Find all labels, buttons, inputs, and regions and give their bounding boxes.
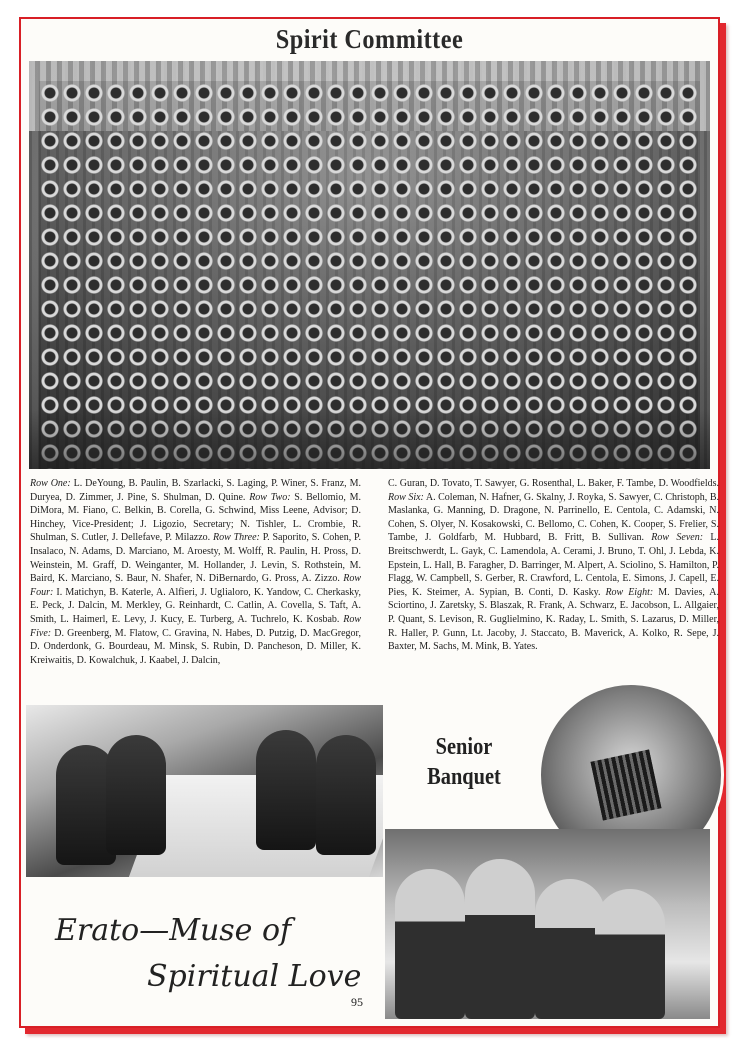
caption-names: M. Davies, A. Sciortino, J. Zaretsky, S. Blaszak, R. Frank, A. Schwarz, E. Jacobson, L. Allgaier, P. Quant, S. Levison, R. Guglielmino, K. Raday, L. Smith, S. Lazarus, D. Miller, R. Haller, P. Gunn, Lt. Jacoby, J. Staccato, B. Maverick, A. Kolko, R. Sepe, J. Baxter, M. Sachs, M. Mink, B. Yates. bbox=[388, 586, 719, 653]
caption-row-label: Row Two: bbox=[249, 491, 291, 503]
photo-person bbox=[595, 889, 665, 1019]
erato-line1: Erato—Muse of bbox=[55, 913, 292, 948]
senior-banquet-heading bbox=[409, 732, 520, 792]
caption-row-label: Row One: bbox=[30, 478, 71, 489]
caption-names: I. Matichyn, B. Katerle, A. Alfieri, J. Uglialoro, K. Yandow, C. Cherkasky, E. Peck, J. Dalcin, M. Merkley, G. Reinhardt, C. Catlin, A. Covella, S. Taft, A. Smith, L. Haimerl, E. Levy, J. Kucy, E. Turberg, A. Tuchrelo, K. Kosbab. bbox=[30, 586, 361, 625]
caption-row-label: Row Five: bbox=[30, 613, 361, 639]
caption-row-label: Row Eight: bbox=[605, 586, 654, 598]
caption-right-column bbox=[388, 477, 719, 654]
photo-person bbox=[465, 859, 535, 1019]
caption-row-label: Row Three: bbox=[212, 532, 260, 544]
page-title: Spirit Committee bbox=[275, 24, 464, 54]
banquet-guests-photo bbox=[385, 829, 710, 1019]
page-frame bbox=[19, 17, 720, 1028]
page-number: 95 bbox=[351, 995, 363, 1009]
senior-banquet-line2: Banquet bbox=[427, 764, 501, 790]
group-photo bbox=[29, 61, 710, 469]
caption-row-label: Row Six: bbox=[388, 491, 424, 503]
erato-line2: Spiritual Love bbox=[147, 959, 362, 994]
caption-names: D. Greenberg, M. Flatow, C. Gravina, N. Habes, D. Putzig, D. MacGregor, D. Onderdonk, G. Bourdeau, M. Minsk, S. Rubin, D. Pancheson, D. Miller, K. Kreiwaitis, D. Kowalchuk, J. Kaabel, J. Dalcin, bbox=[30, 627, 361, 666]
caption-left-column bbox=[30, 477, 361, 667]
caption-names: L. DeYoung, B. Paulin, B. Szarlacki, S. Laging, P. Winer, S. Franz, M. Duryea, D. Zimmer, J. Pine, S. Shulman, D. Quine. bbox=[30, 478, 361, 503]
caption-names: C. Guran, D. Tovato, T. Sawyer, G. Rosenthal, L. Baker, F. Tambe, D. Woodfields. bbox=[388, 478, 719, 489]
photo-person bbox=[256, 730, 316, 850]
caption-names: A. Coleman, N. Hafner, G. Skalny, J. Royka, S. Sawyer, C. Christoph, B. Maslanka, G. Manning, D. Dragone, N. Parrinello, E. Centola, C. Adamski, N. Cohen, S. Olyer, N. Kosakowski, C. Bellomo, C. Cohen, K. Cooper, S. Frelier, S. Tambe, J. Goldfarb, M. Hubbard, B. Fritt, B. Sullivan. bbox=[388, 491, 719, 544]
photo-person bbox=[316, 735, 376, 855]
caption-names: S. Bellomio, M. DiMora, M. Fiano, C. Belkin, B. Corella, G. Schwind, Miss Leene, Advisor; D. Hinchey, Vice-President; J. Ligozio, Secretary; N. Tishler, L. Crombie, R. Shulman, S. Cutler, J. Dellefave, P. Milazzo. bbox=[30, 491, 361, 544]
caption-names: L. Breitschwerdt, L. Gayk, C. Lamendola, A. Cerami, J. Bruno, T. Ohl, J. Lebda, K. Epstein, L. Hall, B. Faragher, D. Barringer, M. Alpert, A. Sciolino, S. Hamilton, P. Flagg, W. Campbell, S. Gerber, R. Crawford, L. Centola, E. Simons, J. Capell, E. Pies, K. Steimer, A. Sypian, B. Conti, D. Kasky. bbox=[388, 532, 719, 598]
caption-names: P. Saporito, S. Cohen, P. Insalaco, N. Adams, D. Marciano, M. Aroesty, M. Wolff, R. Paulin, H. Pross, D. Weinstein, M. Graff, D. Weinganter, M. Hollander, J. Levin, S. Rothstein, M. Baird, K. Marciano, S. Baur, N. Shafer, N. DiBernardo, G. Pross, A. Zizzo. bbox=[30, 532, 361, 585]
caption-row-label: Row Seven: bbox=[651, 532, 704, 544]
photo-person bbox=[395, 869, 465, 1019]
senior-banquet-line1: Senior bbox=[435, 734, 493, 760]
erato-heading bbox=[51, 908, 381, 1000]
banquet-table-photo bbox=[26, 705, 383, 877]
photo-floor-shadow bbox=[29, 409, 710, 469]
caption-row-label: Row Four: bbox=[30, 573, 361, 598]
photo-person bbox=[106, 735, 166, 855]
accordion-shape bbox=[590, 749, 661, 820]
